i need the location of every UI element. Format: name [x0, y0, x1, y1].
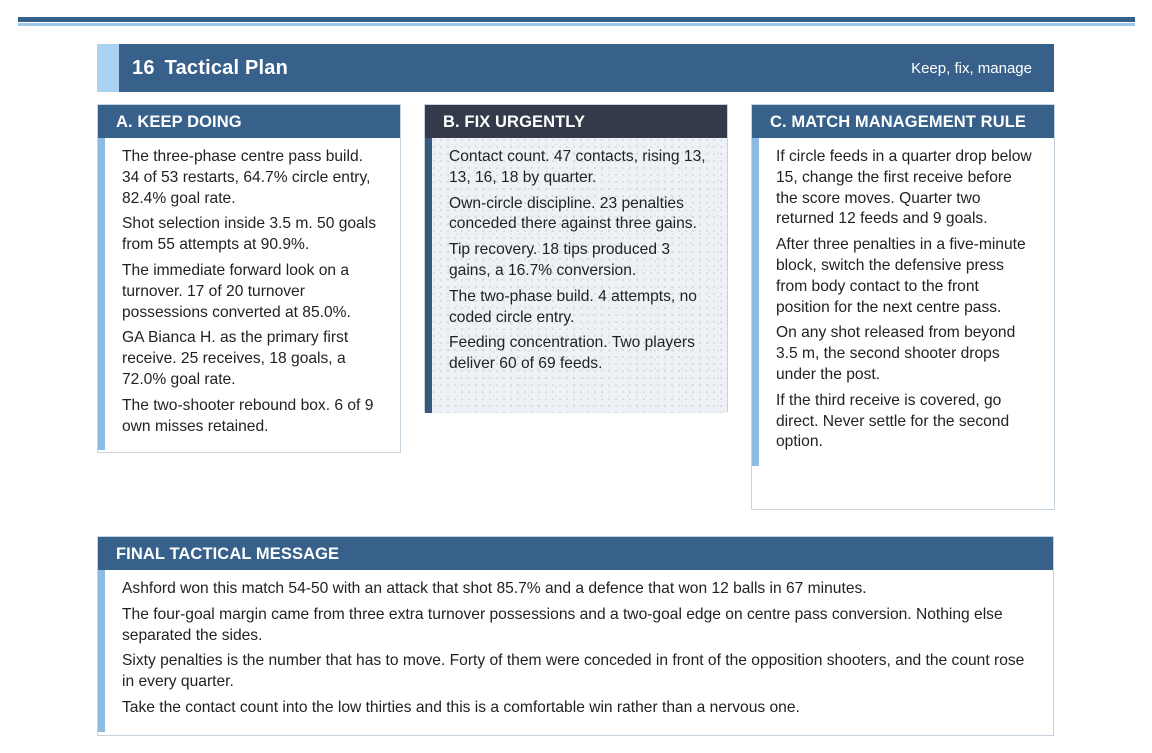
final-message-item: The four-goal margin came from three extra turnover possessions and a two-goal edge on centre pass conversion. Nothing else separated the sides. [122, 605, 1003, 644]
section-number: 16 [132, 57, 155, 79]
match-management-item: If the third receive is covered, go direct. Never settle for the second option. [776, 391, 1010, 451]
keep-doing-item: Shot selection inside 3.5 m. 50 goals from 55 attempts at 90.9%. [122, 215, 376, 254]
match-management-item: On any shot released from beyond 3.5 m, the second shooter drops under the post. [776, 324, 1016, 383]
final-message-body [98, 570, 1053, 732]
match-management-item: After three penalties in a five-minute block, switch the defensive press from body contact to the front position for the next centre pass. [776, 236, 1026, 316]
keep-doing-card [97, 104, 401, 453]
match-management-body [752, 138, 1054, 466]
fix-urgently-item: Own-circle discipline. 23 penalties conceded there against three gains. [449, 194, 697, 233]
match-management-item: If circle feeds in a quarter drop below 15, change the first receive before the score moves. Quarter two returned 12 feeds and 9 goals. [776, 148, 1032, 228]
keep-doing-accent-bar [98, 138, 105, 450]
section-header [97, 44, 1054, 92]
fix-urgently-title: B. FIX URGENTLY [425, 105, 727, 138]
fix-urgently-item: Contact count. 47 contacts, rising 13, 13, 16, 18 by quarter. [449, 148, 706, 186]
keep-doing-item: GA Bianca H. as the primary first receive. 25 receives, 18 goals, a 72.0% goal rate. [122, 329, 349, 388]
match-management-title: C. MATCH MANAGEMENT RULE [752, 105, 1054, 138]
final-message-card [97, 536, 1054, 736]
final-message-title: FINAL TACTICAL MESSAGE [98, 537, 1053, 570]
section-title [132, 44, 288, 92]
fix-urgently-card [424, 104, 728, 412]
match-management-card [751, 104, 1055, 510]
top-rule-accent [18, 23, 1135, 26]
keep-doing-body [98, 138, 400, 450]
fix-urgently-item: The two-phase build. 4 attempts, no coded circle entry. [449, 287, 697, 326]
keep-doing-item: The immediate forward look on a turnover. 17 of 20 turnover possessions converted at 85.0%. [122, 261, 351, 321]
keep-doing-item: The three-phase centre pass build. 34 of 53 restarts, 64.7% circle entry, 82.4% goal rate. [122, 148, 371, 207]
final-message-item: Ashford won this match 54-50 with an attack that shot 85.7% and a defence that won 12 balls in 67 minutes. [122, 580, 867, 597]
fix-urgently-item: Feeding concentration. Two players deliver 60 of 69 feeds. [449, 334, 695, 373]
header-accent-bar [97, 44, 119, 92]
final-message-accent-bar [98, 570, 105, 732]
final-message-item: Take the contact count into the low thirties and this is a comfortable win rather than a nervous one. [122, 698, 800, 716]
section-title-text: Tactical Plan [164, 57, 289, 79]
fix-urgently-accent-bar [425, 138, 432, 413]
keep-doing-item: The two-shooter rebound box. 6 of 9 own misses retained. [122, 396, 374, 435]
final-message-item: Sixty penalties is the number that has to move. Forty of them were conceded in front of the opposition shooters, and the count rose in every quarter. [122, 652, 1025, 691]
keep-doing-title: A. KEEP DOING [98, 105, 400, 138]
fix-urgently-body [425, 138, 727, 413]
fix-urgently-item: Tip recovery. 18 tips produced 3 gains, a 16.7% conversion. [449, 241, 671, 279]
section-subtitle: Keep, fix, manage [911, 60, 1032, 77]
match-management-accent-bar [752, 138, 759, 466]
top-rule [18, 17, 1135, 22]
